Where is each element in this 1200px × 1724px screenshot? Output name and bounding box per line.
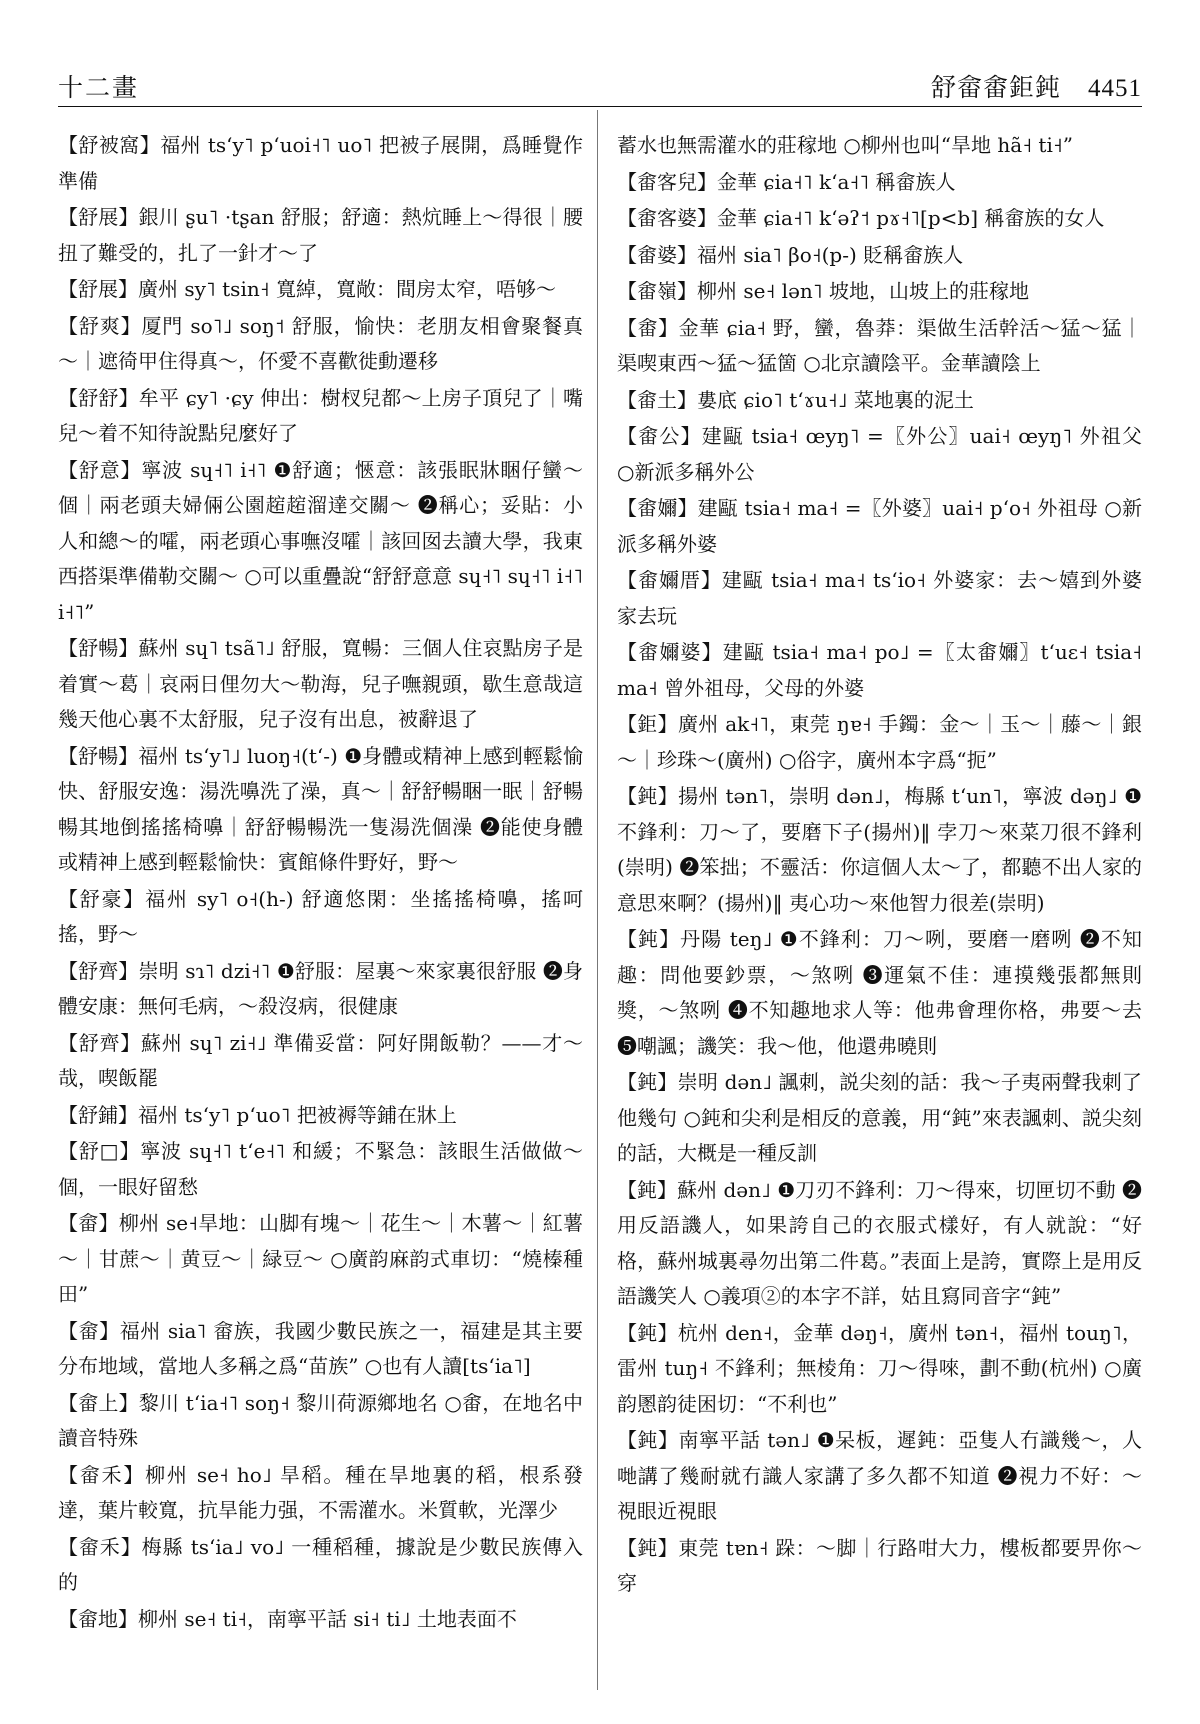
entry-headword: 【鈍】 [617, 1070, 678, 1094]
dictionary-entry [58, 1134, 583, 1205]
entry-body: 福州 sy˥ o˧(h-) 舒適悠閑：坐搖搖椅嚊，搖呵搖，野～ [58, 886, 583, 946]
header-right [931, 68, 1142, 104]
dictionary-entry [617, 238, 1142, 274]
entry-body: 牟平 ɕy˥ ·ɕy 伸出：樹杈兒都～上房子頂兒了｜嘴兒～着不知待說點兒麼好了 [58, 385, 583, 445]
entry-headword: 【鈍】 [617, 1177, 678, 1202]
entry-headword: 【舒暢】 [58, 636, 139, 660]
dictionary-entry [617, 1316, 1142, 1423]
entry-body: 婁底 ɕio˥ tʻɤu˧˩ 菜地裏的泥土 [697, 387, 974, 412]
entry-body: 梅縣 tsʻia˩ vo˩ 一種稻種，據說是少數民族傳入的 [58, 1534, 583, 1594]
dictionary-entry [617, 383, 1142, 419]
page-number: 4451 [1088, 75, 1142, 102]
dictionary-entry [58, 272, 583, 308]
entry-headword: 【鈍】 [617, 784, 679, 808]
dictionary-entry [617, 165, 1142, 201]
entry-body: 建甌 tsia˧ ma˧ =〖外婆〗uai˧ pʻo˧ 外祖母 ○新派多稱外婆 [617, 496, 1142, 556]
entry-body: 福州 sia˥ 畲族，我國少數民族之一，福建是其主要分布地域，當地人多稱之爲“苗族” ○也有人讀[tsʻia˥] [58, 1318, 583, 1378]
dictionary-entry [617, 563, 1142, 634]
column-divider [597, 110, 598, 1690]
section-label: 十二畫 [58, 73, 140, 102]
dictionary-entry [617, 1173, 1142, 1315]
page-header [58, 62, 1142, 107]
entry-headword: 【舒□】 [58, 1139, 141, 1163]
entry-body: 金華 ɕia˧˥ kʻəʔ˦ pɤ˧˥[p<b] 稱畲族的女人 [717, 206, 1105, 230]
entry-body: 金華 ɕia˧˥ kʻa˧˥ 稱畲族人 [717, 169, 956, 194]
dictionary-entry [58, 739, 583, 881]
dictionary-entry [617, 1531, 1142, 1602]
dictionary-entry [617, 922, 1142, 1064]
dictionary-entry [58, 381, 583, 452]
entry-headword: 【舒舒】 [58, 385, 139, 410]
entry-body: 蘇州 dən˩ ❶刀刃不鋒利：刀～得來，切匣切不動 ❷用反語譏人，如果誇自己的衣服式樣好，有人就說：“好格，蘇州城裏尋勿出第二件葛。”表面上是誇，實際上是用反語譏笑人 ○義項②的本字不詳，姑且寫同音字“鈍” [617, 1177, 1142, 1308]
dictionary-entry [617, 311, 1142, 382]
entry-body: 福州 tsʻy˥ pʻuoi˧˥ uo˥ 把被子展開，爲睡覺作準備 [58, 133, 583, 193]
entry-body: 蘇州 sɥ˥ zi˧˩ 準備妥當：阿好開飯勒？——才～哉，喫飯罷 [58, 1030, 583, 1090]
dictionary-entry [617, 1065, 1142, 1172]
entry-headword: 【畬客兒】 [617, 169, 717, 194]
entry-headword: 【畬公】 [617, 424, 702, 448]
entry-body: 寧波 sɥ˧˥ tʻe˧˥ 和緩；不緊急：該眼生活做做～個，一眼好留愁 [58, 1139, 583, 1199]
entry-body: 蓄水也無需灌水的莊稼地 ○柳州也叫“旱地 hã˧ ti˧” [617, 133, 1073, 157]
dictionary-entry [58, 1530, 583, 1601]
dictionary-entry [58, 1386, 583, 1457]
entry-headword: 【舒鋪】 [58, 1102, 138, 1127]
entry-headword: 【鉅】 [617, 712, 678, 736]
entry-body: 建甌 tsia˧ ma˧ po˩ =〖太畬嬭〗tʻuɛ˧ tsia˧ ma˧ 曾外祖母，父母的外婆 [617, 640, 1142, 700]
entry-body: 寧波 sɥ˧˥ i˧˥ ❶舒適；愜意：該張眠牀睏仔蠻～個｜兩老頭夫婦倆公園趤趤溜達交關～ ❷稱心；妥貼：小人和總～的嚯，兩老頭心事嘸沒嚯｜該回囡去讀大學，我東西搭渠準備勒交關～ ○可以重疊說“舒舒意意 sɥ˧˥ sɥ˧˥ i˧˥ i˧˥” [58, 457, 583, 624]
entry-body: 蘇州 sɥ˥ tsã˥˩ 舒服，寬暢：三個人住哀點房子是着實～葛｜哀兩日俚勿大～勒海，兒子嘸親頭，歇生意哉這幾天他心裏不太舒服，兒子沒有出息，被辭退了 [58, 636, 583, 731]
left-column [58, 128, 583, 1688]
entry-headword: 【畬】 [617, 315, 679, 340]
dictionary-entry [58, 1314, 583, 1385]
dictionary-entry [617, 779, 1142, 921]
entry-headword: 【畲地】 [58, 1606, 138, 1631]
dictionary-entry [617, 635, 1142, 706]
entry-body: 建甌 tsia˧ ma˧ tsʻio˧ 外婆家：去～嬉到外婆家去玩 [617, 568, 1142, 628]
entry-body: 黎川 tʻia˧˥ soŋ˧ 黎川荷源鄉地名 ○畬，在地名中讀音特殊 [58, 1390, 583, 1450]
entry-body: 柳州 se˧ ti˧，南寧平話 si˧ ti˩ 土地表面不 [138, 1606, 517, 1631]
entry-body: 厦門 so˥˩ soŋ˦ 舒服，愉快：老朋友相會聚餐真～｜遮徛甲住得真～，伓愛不喜歡徙動遷移 [58, 313, 583, 373]
entry-body: 金華 ɕia˧ 野，蠻，魯莽：渠做生活幹活～猛～猛｜渠喫東西～猛～猛箇 ○北京讀陰平。金華讀陰上 [617, 315, 1142, 375]
right-column [617, 128, 1142, 1688]
dictionary-entry [58, 954, 583, 1025]
dictionary-entry [617, 707, 1142, 778]
entry-headword: 【舒齊】 [58, 1030, 141, 1055]
dictionary-entry [617, 128, 1142, 164]
entry-body: 建甌 tsia˧ œyŋ˥ =〖外公〗uai˧ œyŋ˥ 外祖父 ○新派多稱外公 [617, 424, 1142, 484]
entry-body: 福州 tsʻy˥˩ luoŋ˧(tʻ-) ❶身體或精神上感到輕鬆愉快、舒服安逸：湯洗嚊洗了澡，真～｜舒舒暢睏一眠｜舒暢暢其地倒搖搖椅嚊｜舒舒暢暢洗一隻湯洗個澡 ❷能使身體或精神上感到輕鬆愉快：賓館條件野好，野～ [58, 743, 583, 874]
entry-headword: 【舒展】 [58, 277, 138, 301]
entry-headword: 【畲禾】 [58, 1462, 146, 1487]
entry-headword: 【鈍】 [617, 1428, 679, 1452]
dictionary-entry [58, 200, 583, 271]
entry-headword: 【鈍】 [617, 927, 681, 951]
dictionary-entry [58, 882, 583, 953]
entry-body: 東莞 tɐn˧ 跺：～脚｜行路咁大力，樓板都要畀你～穿 [617, 1535, 1142, 1595]
entry-body: 丹陽 teŋ˩ ❶不鋒利：刀～咧，要磨一磨咧 ❷不知趣：問他要鈔票，～煞咧 ❸運氣不佳：連摸幾張都無則獎，～煞咧 ❹不知趣地求人等：他弗會理你格，弗要～去 ❺嘲諷；譏笑：我～他，他還弗曉則 [617, 927, 1142, 1058]
entry-body: 杭州 den˧，金華 dəŋ˧，廣州 tən˧，福州 touŋ˥，雷州 tuŋ˧ 不鋒利；無棱角：刀～得唻，劃不動(杭州) ○廣韵慁韵徒困切：“不利也” [617, 1320, 1142, 1416]
entry-headword: 【舒被窩】 [58, 133, 161, 157]
entry-headword: 【畬嬭】 [617, 496, 698, 520]
entry-headword: 【畬客婆】 [617, 206, 717, 230]
dictionary-entry [617, 201, 1142, 237]
dictionary-entry [58, 453, 583, 631]
entry-headword: 【畲禾】 [58, 1534, 142, 1559]
entry-headword: 【畬嬭厝】 [617, 568, 722, 592]
entry-headword: 【畬嶺】 [617, 279, 697, 303]
header-title: 舒畲畬鉅鈍 [931, 73, 1062, 102]
entry-headword: 【舒暢】 [58, 743, 139, 768]
entry-body: 廣州 ak˧˥，東莞 ŋɐ˧ 手鐲：金～｜玉～｜藤～｜銀～｜珍珠～(廣州) ○俗字，廣州本字爲“扼” [617, 712, 1142, 772]
entry-headword: 【鈍】 [617, 1535, 679, 1560]
entry-headword: 【畬土】 [617, 387, 697, 412]
entry-headword: 【舒爽】 [58, 313, 142, 338]
dictionary-entry [617, 274, 1142, 310]
entry-body: 崇明 dən˩ 諷刺，説尖刻的話：我～子夷兩聲我刺了他幾句 ○鈍和尖利是相反的意義，用“鈍”來表諷刺、説尖刻的話，大概是一種反訓 [617, 1070, 1142, 1165]
entry-body: 揚州 tən˥，崇明 dən˩，梅縣 tʻun˥，寧波 dəŋ˩ ❶不鋒利：刀～了，要磨下子(揚州)‖ 孛刀～來菜刀很不鋒利(崇明) ❷笨拙；不靈活：你這個人太～了，都聽不出人家的意思來啊？(揚州)‖ 夷心功～來他智力很差(崇明) [617, 784, 1142, 915]
dictionary-entry [58, 631, 583, 738]
dictionary-entry [617, 1423, 1142, 1530]
entry-body: 柳州 se˧ ho˩ 旱稻。種在旱地裏的稻，根系發達，葉片較寬，抗旱能力强，不需灌水。米質軟，光澤少 [58, 1462, 583, 1522]
entry-headword: 【畬嬭婆】 [617, 640, 723, 664]
entry-headword: 【畬婆】 [617, 242, 697, 267]
entry-body: 柳州 se˧旱地：山脚有塊～｜花生～｜木薯～｜紅薯～｜甘蔗～｜黄豆～｜緑豆～ ○廣韵麻韵式車切：“燒榛種田” [58, 1211, 583, 1306]
dictionary-entry [58, 1098, 583, 1134]
entry-body: 崇明 sɿ˥ dzi˧˥ ❶舒服：屋裏～來家裏很舒服 ❷身體安康：無何毛病，～殺沒病，很健康 [58, 958, 583, 1018]
entry-headword: 【舒齊】 [58, 958, 139, 983]
entry-headword: 【畲】 [58, 1318, 120, 1343]
entry-body: 柳州 se˧ lən˥ 坡地，山坡上的莊稼地 [697, 279, 1030, 303]
entry-headword: 【畲】 [58, 1211, 119, 1235]
dictionary-entry [58, 1206, 583, 1313]
dictionary-entry [617, 419, 1142, 490]
dictionary-entry [58, 1026, 583, 1097]
entry-headword: 【舒展】 [58, 205, 139, 229]
dictionary-entry [58, 128, 583, 199]
entry-body: 福州 sia˥ βo˧(p-) 貶稱畲族人 [697, 242, 964, 267]
entry-body: 廣州 sy˥ tsin˧ 寬綽，寬敞：間房太窄，唔够～ [138, 277, 556, 301]
dictionary-entry [58, 309, 583, 380]
entry-headword: 【舒豪】 [58, 886, 146, 911]
entry-body: 福州 tsʻy˥ pʻuo˥ 把被褥等鋪在牀上 [138, 1102, 457, 1127]
dictionary-entry [617, 491, 1142, 562]
entry-body: 南寧平話 tən˩ ❶呆板，遲鈍：亞隻人冇識幾～，人哋講了幾耐就冇識人家講了多久都不知道 ❷視力不好：～視眼近視眼 [617, 1428, 1142, 1523]
dictionary-entry [58, 1602, 583, 1638]
dictionary-entry [58, 1458, 583, 1529]
entry-body: 銀川 ʂu˥ ·tʂan 舒服；舒適：熱炕睡上～得很｜腰扭了難受的，扎了一針才～了 [58, 205, 583, 265]
entry-headword: 【鈍】 [617, 1320, 678, 1345]
entry-headword: 【畲上】 [58, 1390, 139, 1415]
entry-headword: 【舒意】 [58, 457, 142, 482]
